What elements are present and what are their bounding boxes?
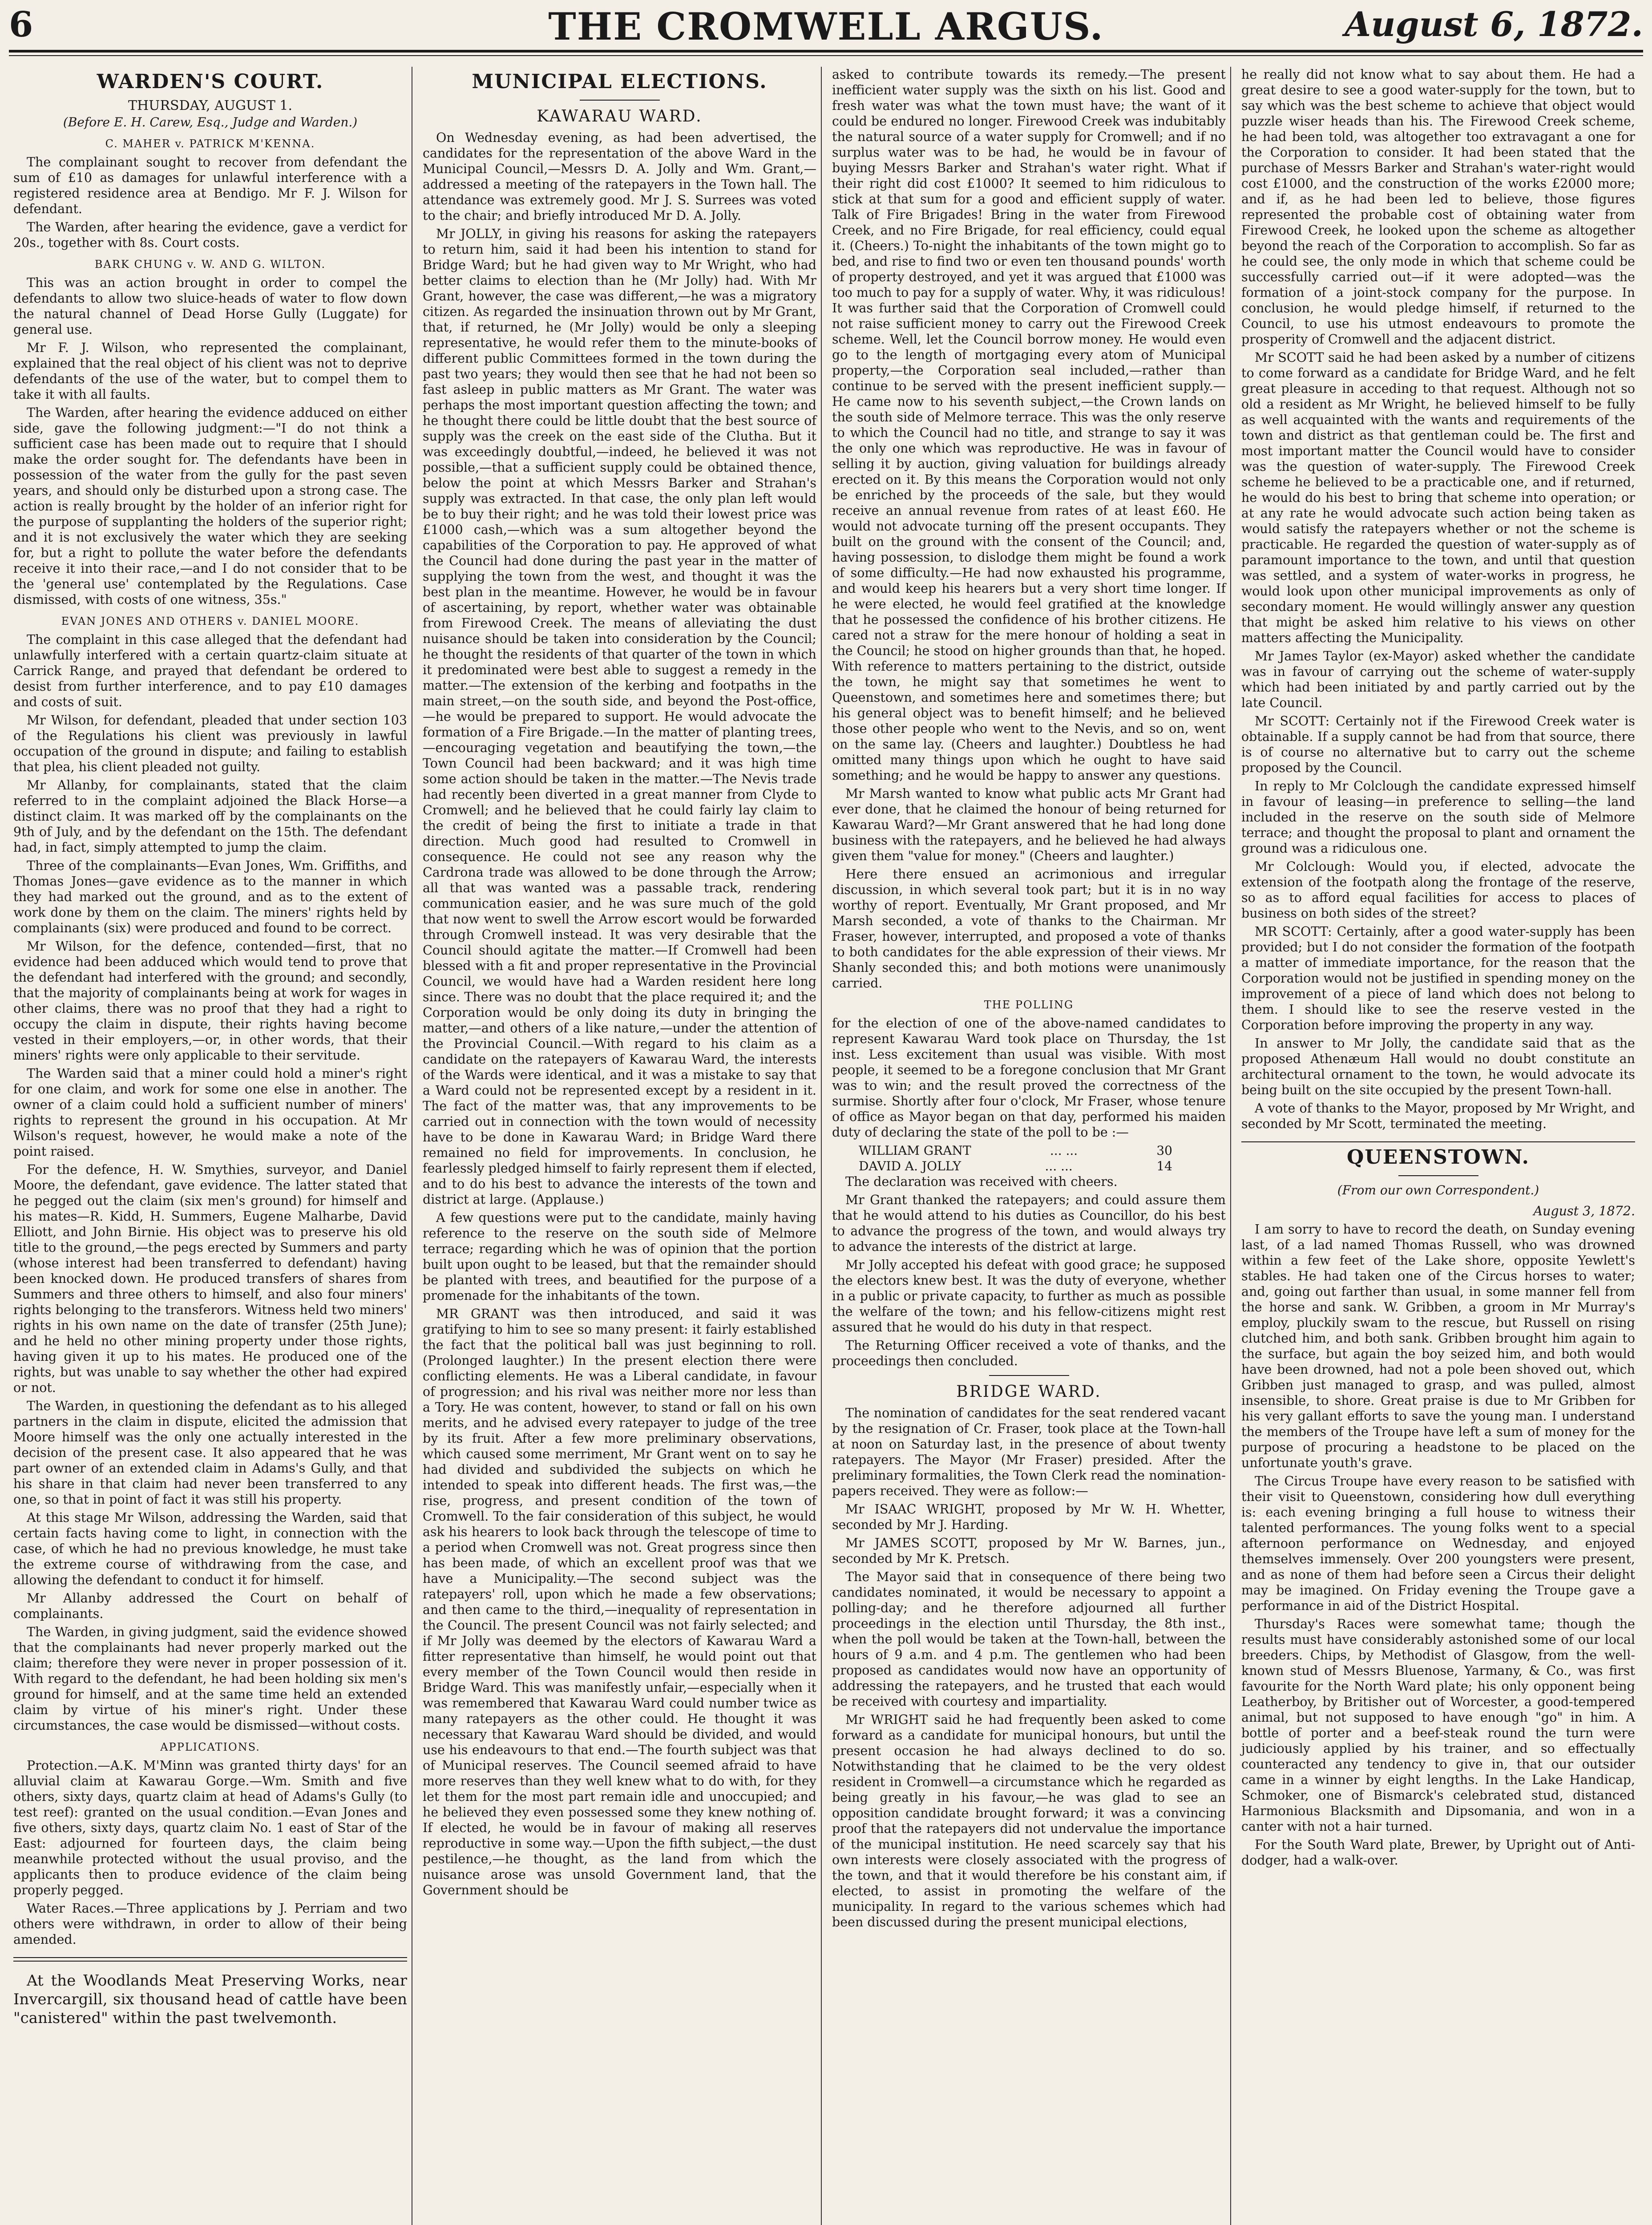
paragraph: Mr SCOTT: Certainly not if the Firewood Creek water is obtainable. If a supply cannot be had from that source, there is of course no alternative but to carry out the scheme proposed by the Council. xyxy=(1241,714,1635,775)
paragraph: Here there ensued an acrimonious and irregular discussion, in which several took part; but it is in no way worthy of report. Eventually, Mr Grant proposed, and Mr Marsh seconded, a vote of thanks to the Chairman. Mr Fraser, however, interrupted, and proposed a vote of thanks to both candidates for the able expression of their views. Mr Shanly seconded this; and both motions were unanimously carried. xyxy=(832,867,1226,991)
paragraph: Mr Marsh wanted to know what public acts Mr Grant had ever done, that he claimed the honour of being returned for Kawarau Ward?—Mr Grant answered that he had long done business with the ratepayers, and he believed he had always given them "value for money." (Cheers and laughter.) xyxy=(832,786,1226,863)
column-3 xyxy=(832,67,1226,1933)
short-rule xyxy=(1398,1175,1478,1176)
paragraph: Mr Allanby addressed the Court on behalf of complainants. xyxy=(13,1591,407,1621)
short-rule xyxy=(580,100,660,101)
masthead xyxy=(9,4,1643,47)
paragraph: The nomination of candidates for the seat rendered vacant by the resignation of Cr. Fraser, took place at the Town-hall at noon on Saturday last, in the presence of about twenty ratepayers. The Mayor (Mr Fraser) presided. After the preliminary formalities, the Town Clerk read the nomination-papers received. They were as follow:— xyxy=(832,1406,1226,1498)
kawarau-ward-heading: KAWARAU WARD. xyxy=(537,107,703,125)
case-title: BARK CHUNG v. W. AND G. WILTON. xyxy=(94,258,326,271)
paragraph: In answer to Mr Jolly, the candidate said that as the proposed Athenæum Hall would no doubt constitute an architectural ornament to the town, he would advocate its being built on the site occupied by the present Town-hall. xyxy=(1241,1036,1635,1097)
paragraph: The Mayor said that in consequence of there being two candidates nominated, it would be necessary to appoint a polling-day; and he therefore adjourned all further proceedings in the election until Thursday, the 8th inst., when the poll would be taken at the Town-hall, between the hours of 9 a.m. and 4 p.m. The gentlemen who had been proposed as candidates would now have an opportunity of addressing the ratepayers, and he trusted that each would be received with courtesy and impartiality. xyxy=(832,1570,1226,1709)
paragraph: The complainant sought to recover from defendant the sum of £10 as damages for unlawful interference with a registered residence area at Bendigo. Mr F. J. Wilson for defendant. xyxy=(13,155,407,216)
paragraph: Mr JAMES SCOTT, proposed by Mr W. Barnes, jun., seconded by Mr K. Pretsch. xyxy=(832,1536,1226,1566)
wardens-court-heading: WARDEN'S COURT. xyxy=(97,70,324,93)
queenstown-heading: QUEENSTOWN. xyxy=(1347,1146,1530,1169)
section-rule xyxy=(13,1957,407,1958)
paragraph: Mr Grant thanked the ratepayers; and could assure them that he would attend to his duties as Councillor, do his best to advance the progress of the town, and would always try to advance the interests of the district at large. xyxy=(832,1193,1226,1254)
paragraph: At this stage Mr Wilson, addressing the Warden, said that certain facts having come to light, in connection with the case, of which he had no previous knowledge, he must take the extreme course of withdrawing from the case, and allowing the defendant to conduct it for himself. xyxy=(13,1510,407,1587)
vote-count: 14 xyxy=(1156,1159,1172,1173)
paragraph: The Circus Troupe have every reason to be satisfied with their visit to Queenstown, considering how dull everything is: each evening bringing a full house to witness their talented performances. The young folks went to a special afternoon performance on Wednesday, and enjoyed themselves immensely. Over 200 youngsters were present, and as none of them had before seen a Circus their delight may be imagined. On Friday evening the Troupe gave a performance in aid of the District Hospital. xyxy=(1241,1474,1635,1613)
issue-date: August 6, 1872. xyxy=(1345,4,1643,44)
column-rule xyxy=(821,67,822,2225)
column-2 xyxy=(423,67,816,1901)
paragraph: Thursday's Races were somewhat tame; though the results must have considerably astonished some of our local breeders. Chips, by Methodist of Glasgow, from the well-known stud of Messrs Bluenose, Yarmany, & Co., was first favourite for the North Ward plate; his only opponent being Leatherboy, by Britisher out of Worcester, a good-tempered animal, but not supposed to have enough "go" in him. A bottle of porter and a beef-steak round the turn were judiciously applied by his trainer, and so effectually counteracted any tendency to give in, that our outsider came in a winner by eight lengths. In the Lake Handicap, Schmoker, one of Bismarck's celebrated stud, distanced Harmonious Blacksmith and Dipsomania, and won in a canter with not a hair turned. xyxy=(1241,1617,1635,1834)
newspaper-title: THE CROMWELL ARGUS. xyxy=(548,4,1104,49)
candidate-name: WILLIAM GRANT xyxy=(859,1143,971,1158)
paragraph: In reply to Mr Colclough the candidate expressed himself in favour of leasing—in preference to selling—the land included in the reserve on the south side of Melmore terrace; and thought the proposal to plant and ornament the ground was a ridiculous one. xyxy=(1241,779,1635,856)
vote-count: 30 xyxy=(1156,1143,1172,1158)
paragraph: Water Races.—Three applications by J. Perriam and two others were withdrawn, in order to allow of their being amended. xyxy=(13,1901,407,1947)
column-rule xyxy=(1230,67,1231,2225)
paragraph: On Wednesday evening, as had been advertised, the candidates for the representation of the above Ward in the Municipal Council,—Messrs D. A. Jolly and Wm. Grant,—addressed a meeting of the ratepayers in the Town hall. The attendance was extremely good. Mr J. S. Surrees was voted to the chair; and briefly introduced Mr D. A. Jolly. xyxy=(423,130,816,223)
section-rule xyxy=(13,1961,407,1962)
column-4 xyxy=(1241,67,1635,1871)
paragraph: Mr ISAAC WRIGHT, proposed by Mr W. H. Whetter, seconded by Mr J. Harding. xyxy=(832,1502,1226,1532)
paragraph: asked to contribute towards its remedy.—The present inefficient water supply was the sixth on his list. Good and fresh water was what the town must have; the want of it could be endured no longer. Firewood Creek was indubitably the natural source of a water supply for Cromwell; and if no surplus water was to be had, he would be in favour of buying Messrs Barker and Strahan's water right. What if their right did cost £1000? It seemed to him ridiculous to stick at that sum for a good and efficient supply of water. Talk of Fire Brigades! Bring in the water from Firewood Creek, and no Fire Brigade, for real efficiency, could equal it. (Cheers.) To-night the inhabitants of the town might go to bed, and rise to find two or even ten thousand pounds' worth of property destroyed, and yet it was argued that £1000 was too much to pay for a supply of water. Why, it was ridiculous! It was further said that the Corporation of Cromwell could not raise sufficient money to carry out the Firewood Creek scheme. Well, let the Council borrow money. He would even go to the length of mortgaging every atom of Municipal property,—the Corporation seal included,—rather than continue to be served with the present inefficient supply.—He came now to his seventh subject,—the Crown lands on the south side of Melmore terrace. This was the only reserve to which the Council had no title, and strange to say it was the only one which was reproductive. He was in favour of selling it by auction, giving valuation for buildings already erected on it. By this means the Corporation would not only be enriched by the proceeds of the sale, but they would receive an annual revenue from rates of at least £60. He would not advocate turning off the present occupants. They built on the ground with the consent of the Council; and, having possession, to dislodge them might be found a work of some difficulty.—He had now exhausted his programme, and would keep his hearers but a very short time longer. If he were elected, he would feel gratified at the knowledge that he possessed the confidence of his brother citizens. He cared not a straw for the mere honour of holding a seat in the Council; he stood on higher grounds than that, he hoped. With reference to matters pertaining to the district, outside the town, he might say that sometimes he went to Queenstown, and sometimes here and sometimes there; but his general object was to benefit himself; and he believed those other people who went to the Nevis, and so on, went on the same lay. (Cheers and laughter.) Doubtless he had omitted many things upon which he ought to have said something; and he would be happy to answer any questions. xyxy=(832,67,1226,783)
paragraph: The Warden said that a miner could hold a miner's right for one claim, and work for some one else in another. The owner of a claim could hold a sufficient number of miners' rights to represent the ground in his occupation. At Mr Wilson's request, however, he would make a note of the point raised. xyxy=(13,1066,407,1159)
dots: ... ... xyxy=(1050,1143,1078,1158)
paragraph: This was an action brought in order to compel the defendants to allow two sluice-heads of water to flow down the natural channel of Dead Horse Gully (Luggate) for general use. xyxy=(13,275,407,337)
applications-title: APPLICATIONS. xyxy=(160,1741,260,1753)
column-1 xyxy=(13,67,407,2030)
case-title: C. MAHER v. PATRICK M'KENNA. xyxy=(105,138,315,150)
paragraph: The Warden, in questioning the defendant as to his alleged partners in the claim in dispute, elicited the admission that Moore himself was the only one actually interested in the decision of the present case. It also appeared that he was part owner of an extended claim in Adams's Gully, and that his share in that claim had never been transferred to any one, so that in point of fact it was still his property. xyxy=(13,1399,407,1507)
paragraph: The Warden, in giving judgment, said the evidence showed that the complainants had never properly marked out the claim; therefore they were never in proper possession of it. With regard to the defendant, he had been holding six men's ground for himself, and at the same time held an extended claim by virtue of his miner's right. Under these circumstances, the case would be dismissed—without costs. xyxy=(13,1625,407,1733)
court-before: (Before E. H. Carew, Esq., Judge and Warden.) xyxy=(63,115,358,129)
bridge-ward-heading: BRIDGE WARD. xyxy=(956,1383,1102,1401)
poll-row xyxy=(832,1158,1226,1174)
dateline: August 3, 1872. xyxy=(1533,1204,1635,1218)
paragraph: he really did not know what to say about them. He had a great desire to see a good water-supply for the town, but to say which was the best scheme to achieve that object would puzzle wiser heads than his. The Firewood Creek scheme, he had been told, was altogether too extravagant a one for the Corporation to consider. It had been stated that the purchase of Messrs Barker and Strahan's water-right would cost £1000, and the construction of the works £2000 more; and if, as he had been led to believe, those figures represented the probable cost of obtaining water from Firewood Creek, he looked upon the scheme as altogether beyond the reach of the Corporation to accomplish. So far as he could see, the only mode in which that scheme could be successfully carried out—if it were adopted—was the formation of a joint-stock company for the purpose. In conclusion, he would pledge himself, if returned to the Council, to use his utmost endeavours to promote the prosperity of Cromwell and the adjacent district. xyxy=(1241,67,1635,347)
paragraph: Mr SCOTT said he had been asked by a number of citizens to come forward as a candidate for Bridge Ward, and he felt great pleasure in acceding to that request. Although not so old a resident as Mr Wright, he believed himself to be fully as well acquainted with the wants and requirements of the town and district as that gentleman could be. The first and most important matter the Council would have to consider was the question of water-supply. The Firewood Creek scheme he believed to be a practicable one, and if returned, he would do his best to bring that scheme into operation; or at any rate he would advocate such action being taken as would satisfy the ratepayers whether or not the scheme is practicable. He regarded the question of water-supply as of paramount importance to the town, and until that question was settled, and a system of water-works in progress, he would look upon other municipal improvements as only of secondary moment. He would willingly answer any question that might be asked him relative to his views on other matters affecting the Municipality. xyxy=(1241,350,1635,645)
byline: (From our own Correspondent.) xyxy=(1337,1183,1539,1197)
candidate-name: DAVID A. JOLLY xyxy=(859,1159,961,1173)
paragraph: The declaration was received with cheers. xyxy=(845,1174,1118,1189)
paragraph: Mr Wilson, for defendant, pleaded that under section 103 of the Regulations his client was previously in lawful occupation of the ground in dispute; and failing to establish that plea, his client pleaded not guilty. xyxy=(13,713,407,774)
paragraph: Mr Allanby, for complainants, stated that the claim referred to in the complaint adjoined the Black Horse—a distinct claim. It was marked off by the complainants on the 9th of July, and by the defendant on the 15th. The defendant had, in fact, simply attempted to jump the claim. xyxy=(13,778,407,855)
paragraph: Mr Colclough: Would you, if elected, advocate the extension of the footpath along the frontage of the reserve, so as to afford equal facilities for access to places of business on both sides of the street? xyxy=(1241,859,1635,921)
polling-title: THE POLLING xyxy=(984,999,1074,1011)
court-date: THURSDAY, AUGUST 1. xyxy=(128,98,293,113)
poll-row xyxy=(832,1143,1226,1158)
paragraph: Three of the complainants—Evan Jones, Wm. Griffiths, and Thomas Jones—gave evidence as to the manner in which they had marked out the ground, and as to the extent of work done by them on the claim. The miners' rights held by complainants (six) were produced and found to be correct. xyxy=(13,858,407,935)
page-number: 6 xyxy=(9,4,33,45)
paragraph: Mr F. J. Wilson, who represented the complainant, explained that the real object of his client was not to deprive defendants of the use of the water, but to compel them to take it with all faults. xyxy=(13,340,407,402)
masthead-rule-thin xyxy=(9,55,1643,56)
paragraph: Mr Wilson, for the defence, contended—first, that no evidence had been adduced which would tend to prove that the defendant had interfered with the ground; and secondly, that the majority of complainants being at work for wages in other claims, there was no proof that they had a right to occupy the claim in dispute, their rights having become vested in their employers,—or, in other words, that their miners' rights were only applicable to their servitude. xyxy=(13,939,407,1063)
masthead-rule xyxy=(9,50,1643,53)
section-rule xyxy=(1241,1141,1635,1142)
paragraph: A few questions were put to the candidate, mainly having reference to the reserve on the south side of Melmore terrace; regarding which he was of opinion that the portion built upon ought to be leased, but that the remainder should be planted with trees, and beautified for the purpose of a promenade for the inhabitants of the town. xyxy=(423,1210,816,1303)
paragraph: The complaint in this case alleged that the defendant had unlawfully interfered with a certain quartz-claim situate at Carrick Range, and prayed that defendant be ordered to desist from further interference, and to pay £10 damages and costs of suit. xyxy=(13,632,407,709)
paragraph: For the South Ward plate, Brewer, by Upright out of Anti-dodger, had a walk-over. xyxy=(1241,1837,1635,1868)
dots: ... ... xyxy=(1045,1159,1073,1173)
municipal-elections-heading: MUNICIPAL ELECTIONS. xyxy=(472,70,767,93)
paragraph: Mr WRIGHT said he had frequently been asked to come forward as a candidate for municipal honours, but until the present occasion he had always declined to do so. Notwithstanding that he claimed to be the very oldest resident in Cromwell—a circumstance which he regarded as being greatly in his favour,—he was glad to see an opposition candidate brought forward; it was a convincing proof that the ratepayers did not undervalue the importance of the municipal institution. He need scarcely say that his own interests were closely associated with the progress of the town, and that it would therefore be his constant aim, if elected, to assist in promoting the welfare of the municipality. In regard to the various schemes which had been discussed during the present municipal elections, xyxy=(832,1712,1226,1930)
paragraph: The Warden, after hearing the evidence adduced on either side, gave the following judgment:—"I do not think a sufficient case has been made out to require that I should make the order sought for. The defendants have been in possession of the water from the gully for the past seven years, and should only be disturbed upon a strong case. The action is really brought by the holder of an inferior right for the purpose of supplanting the holders of the superior right; and it is not exclusively the water which they are seeking for, but a right to pollute the water before the defendants receive it into their race,—and I do not consider that to be the 'general use' contemplated by the Regulations. Case dismissed, with costs of one witness, 35s." xyxy=(13,405,407,607)
short-rule xyxy=(989,1375,1069,1376)
paragraph: The Returning Officer received a vote of thanks, and the proceedings then concluded. xyxy=(832,1338,1226,1368)
case-title: EVAN JONES AND OTHERS v. DANIEL MOORE. xyxy=(61,615,359,627)
paragraph: For the defence, H. W. Smythies, surveyor, and Daniel Moore, the defendant, gave evidence. The latter stated that he pegged out the claim (six men's ground) for himself and his mates—R. Kidd, H. Summers, Eugene Malharbe, David Elliott, and John Birnie. His object was to preserve his old title to the ground,—the pegs erected by Summers and party (whose interest had been transferred to defendant) having been knocked down. He produced transfers of shares from Summers and three others to himself, and also four miners' rights belonging to the transferors. Witness held two miners' rights in his own name on the date of transfer (25th June); and he held no other mining property under those rights, having given it up to his mates. He produced one of the rights, but was unable to say whether the other had expired or not. xyxy=(13,1162,407,1395)
paragraph: Mr Jolly accepted his defeat with good grace; he supposed the electors knew best. It was the duty of everyone, whether in a public or private capacity, to further as much as possible the welfare of the town; and his fellow-citizens might rest assured that he would do his duty in that respect. xyxy=(832,1258,1226,1335)
paragraph: Mr James Taylor (ex-Mayor) asked whether the candidate was in favour of carrying out the scheme of water-supply which had been initiated by and partly carried out by the late Council. xyxy=(1241,649,1635,710)
paragraph: Mr JOLLY, in giving his reasons for asking the ratepayers to return him, said it had been his intention to stand for Bridge Ward; but he had given way to Mr Wright, who had better claims to election than he (Mr Jolly) had. With Mr Grant, however, the case was different,—he was a migratory citizen. As regarded the insinuation thrown out by Mr Grant, that, if returned, he (Mr Jolly) would be only a sleeping representative, he would refer them to the minute-books of different public Committees formed in the town during the past two years; they would then see that he had not been so fast asleep in public matters as Mr Grant. The water was perhaps the most important question affecting the town; and he thought there could be little doubt that the best source of supply was the creek on the east side of the Clutha. But it was exceedingly doubtful,—indeed, he believed it was not possible,—that a sufficient supply could be obtained thence, below the point at which Messrs Barker and Strahan's supply was extracted. In that case, the only plan left would be to buy their right; and he was told their lowest price was £1000 cash,—which was a sum altogether beyond the capabilities of the Corporation to pay. He approved of what the Council had done during the past year in the matter of supplying the town from the west, and thought it was the best plan in the meantime. However, he would be in favour of ascertaining, by report, whether water was obtainable from Firewood Creek. The means of alleviating the dust nuisance should be taken into consideration by the Council; he thought the residents of that quarter of the town in which it predominated were best able to suggest a remedy in the matter.—The extension of the kerbing and footpaths in the main street,—on the south side, and beyond the Post-office,—he would be prepared to support. He would advocate the formation of a Fire Brigade.—In the matter of planting trees,—encouraging vegetation and beautifying the town,—the Town Council had been backward; and it was high time some action should be taken in the matter.—The Nevis trade had recently been diverted in a great manner from Clyde to Cromwell; and he believed that he could fairly lay claim to the credit of being the first to initiate a trade in that direction. Much good had resulted to Cromwell in consequence. He could not see any reason why the Cardrona trade was allowed to be done through the Arrow; all that was wanted was a passable track, rendering communication easier, and he was sure much of the gold that now went to swell the Arrow escort would be forwarded through Cromwell instead. It was very desirable that the Council should agitate the matter.—If Cromwell had been blessed with a fit and proper representative in the Provincial Council, we would have had a Warden resident here long since. There was no doubt that the place required it; and the Corporation would be only doing its duty in bringing the matter,—and others of a like nature,—under the attention of the Provincial Council.—With regard to his claim as a candidate on the ratepayers of Kawarau Ward, the interests of the Wards were identical, and it was a mistake to say that a Ward could not be represented except by a resident in it. The fact of the matter was, that any improvements to be carried out in connection with the town would of necessity have to be done in Kawarau Ward; in Bridge Ward there remained no field for improvements. In conclusion, he fearlessly pledged himself to fairly represent them if elected, and to do his best to advance the interests of the town and district at large. (Applause.) xyxy=(423,227,816,1207)
paragraph: The Warden, after hearing the evidence, gave a verdict for 20s., together with 8s. Court costs. xyxy=(13,220,407,250)
paragraph: for the election of one of the above-named candidates to represent Kawarau Ward took place on Thursday, the 1st inst. Less excitement than usual was visible. With most people, it seemed to be a foregone conclusion that Mr Grant was to win; and the result proved the correctness of the surmise. Shortly after four o'clock, Mr Fraser, whose tenure of office as Mayor began on that day, performed his maiden duty of declaring the state of the poll to be :— xyxy=(832,1016,1226,1140)
paragraph: I am sorry to have to record the death, on Sunday evening last, of a lad named Thomas Russell, who was drowned within a few feet of the Lake shore, opposite Yewlett's stables. He had taken one of the Circus horses to water; and, going out farther than usual, in some manner fell from the horse and sank. W. Gribben, a groom in Mr Murray's employ, pluckily swam to the rescue, but Russell on rising clutched him, and both sank. Gribben brought him again to the surface, but again the boy seized him, and both would have been drowned, had not a pole been shoved out, which Gribben just managed to grasp, and was pulled, almost insensible, to shore. Great praise is due to Mr Gribben for his very gallant efforts to save the young man. I understand the members of the Troupe have left a sum of money for the purpose of procuring a headstone to be placed on the unfortunate youth's grave. xyxy=(1241,1222,1635,1470)
paragraph: A vote of thanks to the Mayor, proposed by Mr Wright, and seconded by Mr Scott, terminated the meeting. xyxy=(1241,1101,1635,1131)
news-item: At the Woodlands Meat Preserving Works, near Invercargill, six thousand head of cattle have been "canistered" within the past twelvemonth. xyxy=(13,1972,407,2027)
paragraph: MR SCOTT: Certainly, after a good water-supply has been provided; but I do not consider the formation of the footpath a matter of immediate importance, for the reason that the Corporation would not be justified in spending money on the improvement of a piece of land which does not belong to them. I should like to see the reserve vested in the Corporation before improving the property in any way. xyxy=(1241,924,1635,1032)
paragraph: Protection.—A.K. M'Minn was granted thirty days' for an alluvial claim at Kawarau Gorge.—Wm. Smith and five others, sixty days, quartz claim at head of Adams's Gully (to test reef): granted on the usual condition.—Evan Jones and five others, sixty days, quartz claim No. 1 east of Star of the East: adjourned for fourteen days, the claim being meanwhile protected without the usual proviso, and the applicants then to produce evidence of the claim being properly pegged. xyxy=(13,1758,407,1897)
paragraph: MR GRANT was then introduced, and said it was gratifying to him to see so many present: it fairly established the fact that the political ball was just beginning to roll. (Prolonged laughter.) In the present election there were conflicting elements. He was a Liberal candidate, in favour of progression; and his rival was neither more nor less than a Tory. He was content, however, to stand or fall on his own merits, and he advised every ratepayer to judge of the tree by its fruit. After a few more preliminary observations, which caused some merriment, Mr Grant went on to say he had divided and subdivided the subjects on which he intended to speak into different heads. The first was,—the rise, progress, and present condition of the town of Cromwell. To the fair consideration of this subject, he would ask his hearers to look back through the telescope of time to a period when Cromwell was not. Great progress since then has been made, of which an excellent proof was that we have a Municipality.—The second subject was the ratepayers' roll, upon which he made a few observations; and then came to the third,—inequality of representation in the Council. The present Council was not fairly selected; and if Mr Jolly was deemed by the electors of Kawarau Ward a fitter representative than himself, he would point out that every member of the Town Council would then reside in Bridge Ward. This was manifestly unfair,—especially when it was remembered that Kawarau Ward could number twice as many ratepayers as the other could. He thought it was necessary that Kawarau Ward should be divided, and would use his endeavours to that end.—The fourth subject was that of Municipal reserves. The Council seemed afraid to have more reserves than they well knew what to do with, for they let them for the most part remain idle and unoccupied; and he believed they even possessed some they knew nothing of. If elected, he would be in favour of making all reserves reproductive in some way.—Upon the fifth subject,—the dust pestilence,—he thought, as the land from which the nuisance arose was unsold Government land, that the Government should be xyxy=(423,1307,816,1897)
